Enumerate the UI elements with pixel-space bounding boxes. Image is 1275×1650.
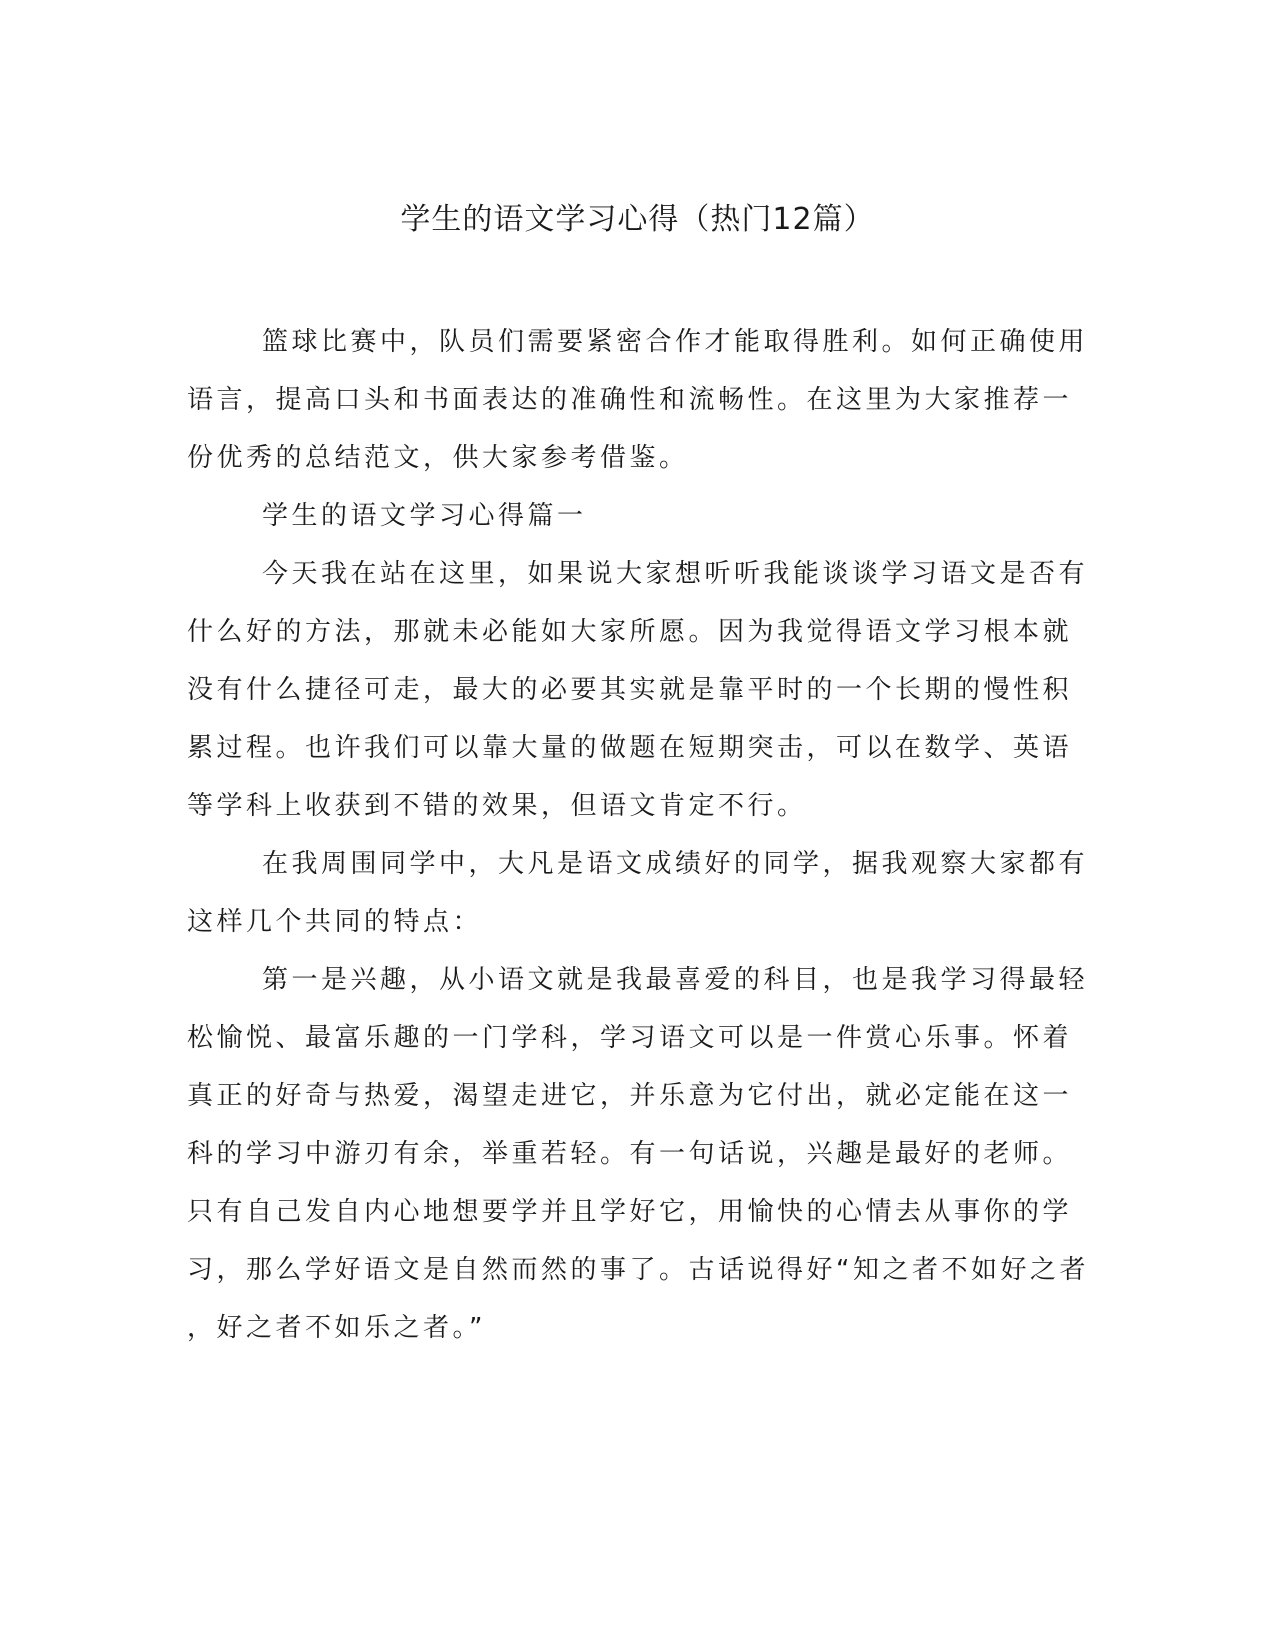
section-heading: 学生的语文学习心得篇一 xyxy=(262,501,587,531)
text-line: 语言，提高口头和书面表达的准确性和流畅性。在这里为大家推荐一 xyxy=(187,385,1073,415)
text-line: 只有自己发自内心地想要学并且学好它，用愉快的心情去从事你的学 xyxy=(187,1197,1073,1227)
text-line: 习，那么学好语文是自然而然的事了。古话说得好“知之者不如好之者 xyxy=(187,1255,1089,1285)
text-line: 真正的好奇与热爱，渴望走进它，并乐意为它付出，就必定能在这一 xyxy=(187,1081,1073,1111)
text-line: 在我周围同学中，大凡是语文成绩好的同学，据我观察大家都有 xyxy=(262,849,1089,879)
page-title: 学生的语文学习心得（热门12篇） xyxy=(400,202,875,237)
text-line: 第一是兴趣，从小语文就是我最喜爱的科目，也是我学习得最轻 xyxy=(262,965,1089,995)
text-line: 什么好的方法，那就未必能如大家所愿。因为我觉得语文学习根本就 xyxy=(187,617,1073,647)
text-line: 等学科上收获到不错的效果，但语文肯定不行。 xyxy=(187,791,807,821)
text-line: 累过程。也许我们可以靠大量的做题在短期突击，可以在数学、英语 xyxy=(187,733,1073,763)
text-line: 这样几个共同的特点： xyxy=(187,907,483,937)
text-line: 篮球比赛中，队员们需要紧密合作才能取得胜利。如何正确使用 xyxy=(262,327,1089,357)
text-line: 份优秀的总结范文，供大家参考借鉴。 xyxy=(187,443,689,473)
text-line: 没有什么捷径可走，最大的必要其实就是靠平时的一个长期的慢性积 xyxy=(187,675,1073,705)
text-line: 今天我在站在这里，如果说大家想听听我能谈谈学习语文是否有 xyxy=(262,559,1089,589)
text-line: 科的学习中游刃有余，举重若轻。有一句话说，兴趣是最好的老师。 xyxy=(187,1139,1073,1169)
text-line: 松愉悦、最富乐趣的一门学科，学习语文可以是一件赏心乐事。怀着 xyxy=(187,1023,1073,1053)
text-line: ，好之者不如乐之者。” xyxy=(187,1313,486,1343)
